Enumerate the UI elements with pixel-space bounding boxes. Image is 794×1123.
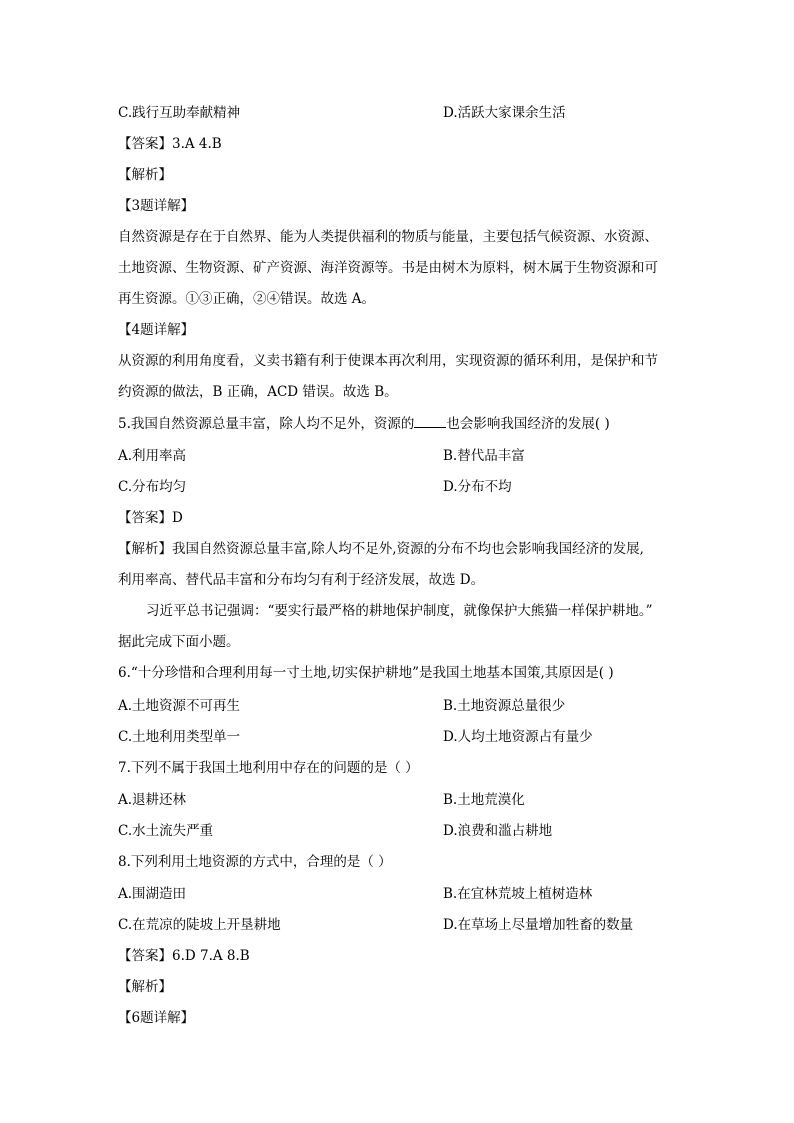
q7-option-d: D.浪费和滥占耕地 (443, 823, 553, 839)
q5-stem-after: 也会影响我国经济的发展( ) (446, 416, 610, 432)
q3-detail-line: 自然资源是存在于自然界、能为人类提供福利的物质与能量，主要包括气候资源、水资源、 (118, 229, 658, 245)
q8-option-c: C.在荒凉的陡坡上开垦耕地 (118, 917, 281, 933)
q8-stem: 8.下列利用土地资源的方式中，合理的是（ ） (118, 854, 392, 870)
q7-option-b: B.土地荒漠化 (443, 792, 525, 808)
q5-stem-before: 5.我国自然资源总量丰富，除人均不足外，资源的 (118, 416, 415, 432)
q8-option-d: D.在草场上尽量增加牲畜的数量 (443, 917, 634, 933)
q7-option-a: A.退耕还林 (118, 792, 187, 808)
q6-option-b: B.土地资源总量很少 (443, 698, 566, 714)
q8-option-a: A.围湖造田 (118, 886, 187, 902)
q6-option-c: C.土地利用类型单一 (118, 729, 241, 745)
q7-option-c: C.水土流失严重 (118, 823, 214, 839)
q5-option-a: A.利用率高 (118, 448, 187, 464)
q4-detail-label: 【4题详解】 (118, 322, 195, 338)
q5-answer: 【答案】D (118, 510, 183, 526)
q6-detail-label: 【6题详解】 (118, 1010, 195, 1026)
q6-option-d: D.人均土地资源占有量少 (443, 729, 593, 745)
q3-detail-line: 土地资源、生物资源、矿产资源、海洋资源等。书是由树木为原料，树木属于生物资源和可 (118, 260, 658, 276)
q8-option-b: B.在宜林荒坡上植树造林 (443, 886, 593, 902)
q5-stem (118, 413, 610, 434)
analysis-label: 【解析】 (118, 167, 172, 183)
q5-analysis-line: 利用率高、替代品丰富和分布均匀有利于经济发展，故选 D。 (118, 572, 485, 588)
q5-option-b: B.替代品丰富 (443, 448, 525, 464)
q-prev-option-d: D.活跃大家课余生活 (443, 105, 566, 121)
q6-option-a: A.土地资源不可再生 (118, 698, 241, 714)
q7-stem: 7.下列不属于我国土地利用中存在的问题的是（ ） (118, 760, 419, 776)
answer-6-8: 【答案】6.D 7.A 8.B (118, 948, 250, 964)
q3-detail-line: 再生资源。①③正确，②④错误。故选 A。 (118, 291, 376, 307)
q5-analysis-line: 【解析】我国自然资源总量丰富,除人均不足外,资源的分布不均也会影响我国经济的发展, (118, 541, 644, 557)
q6-stem: 6.“十分珍惜和合理利用每一寸土地,切实保护耕地”是我国土地基本国策,其原因是( ) (118, 665, 614, 681)
q5-option-d: D.分布不均 (443, 479, 512, 495)
q5-option-c: C.分布均匀 (118, 479, 187, 495)
intro-line: 习近平总书记强调：“要实行最严格的耕地保护制度，就像保护大熊猫一样保护耕地。” (146, 603, 653, 619)
q3-detail-label: 【3题详解】 (118, 198, 195, 214)
q-prev-option-c: C.践行互助奉献精神 (118, 105, 241, 121)
intro-line: 据此完成下面小题。 (118, 634, 240, 650)
q4-detail-line: 约资源的做法，B 正确，ACD 错误。故选 B。 (118, 384, 398, 400)
q4-detail-line: 从资源的利用角度看，义卖书籍有利于使课本再次利用，实现资源的循环利用，是保护和节 (118, 353, 658, 369)
q5-blank (414, 413, 446, 428)
analysis-label: 【解析】 (118, 979, 172, 995)
answer-3-4: 【答案】3.A 4.B (118, 136, 222, 152)
